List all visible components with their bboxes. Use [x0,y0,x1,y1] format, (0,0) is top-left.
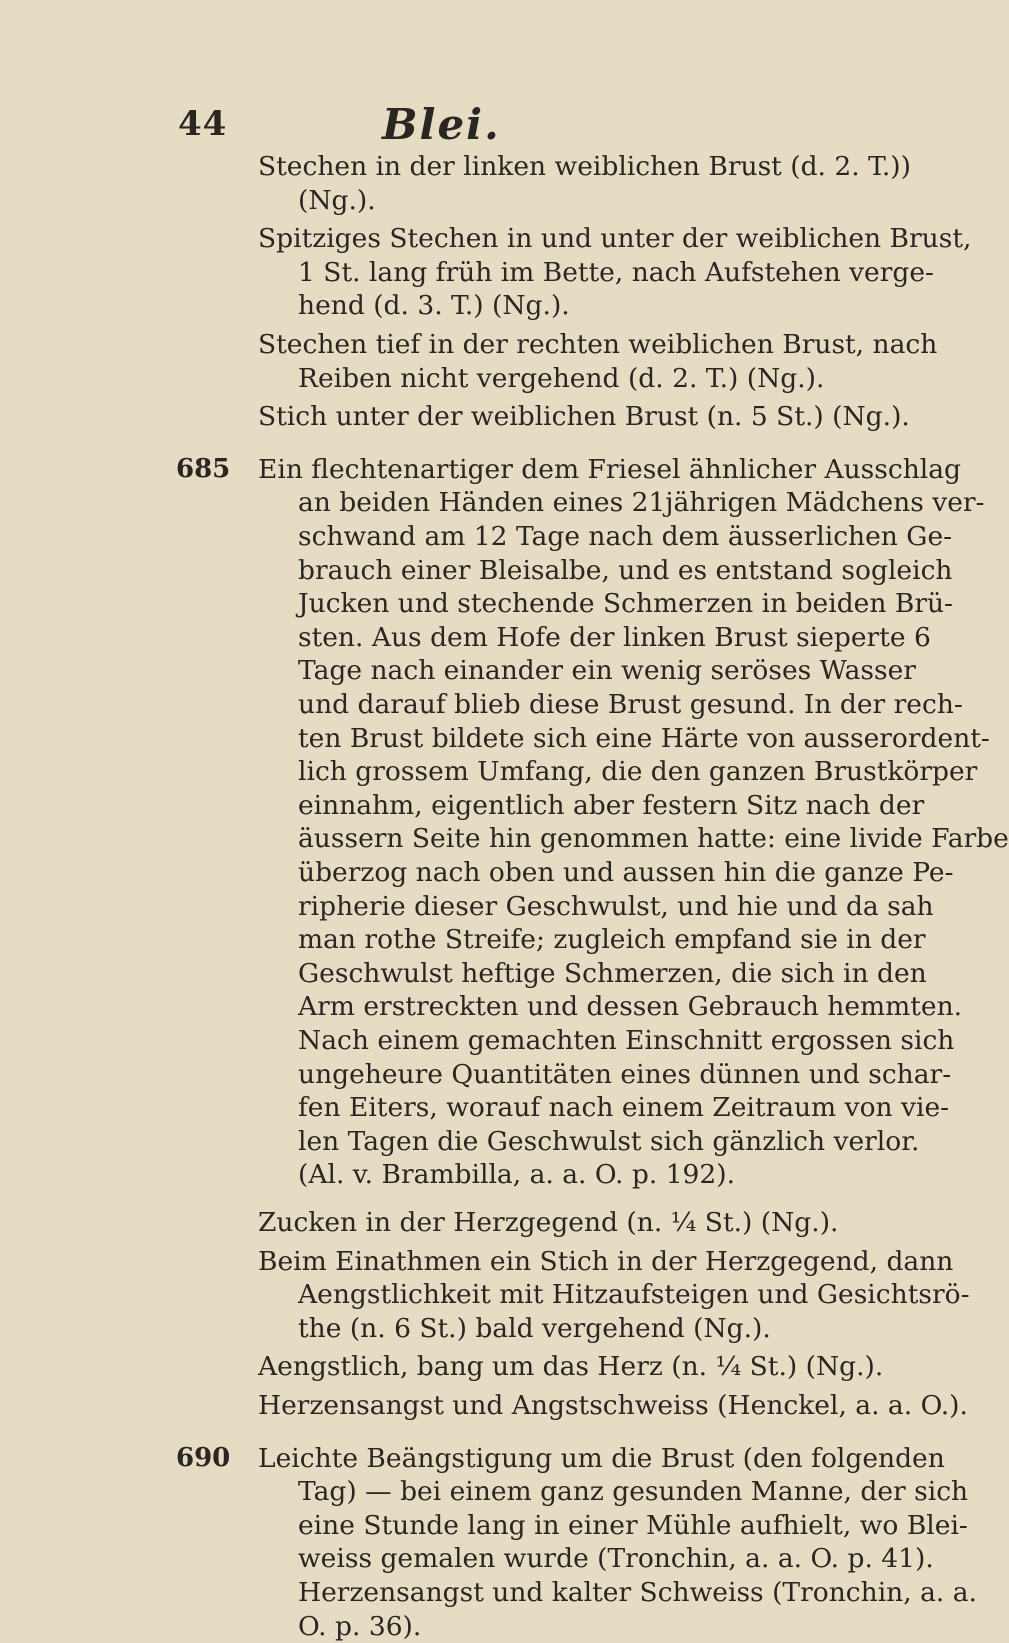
entry-first-line: Aengstlich, bang um das Herz (n. ¼ St.) (Ng.). [258,1351,884,1383]
entry-line: und darauf blieb diese Brust gesund. In der rech- [298,689,963,720]
running-head: Blei. [382,100,501,149]
entry-line: einnahm, eigentlich aber festern Sitz nach der [298,789,925,821]
entry-line: Herzensangst und kalter Schweiss (Tronchin, a. a. [298,1577,977,1608]
entry-line: hend (d. 3. T.) (Ng.). [298,290,570,322]
entry-first-line: Herzensangst und Angstschweiss (Henckel, a. a. O.). [258,1390,968,1421]
page-number: 44 [178,104,228,144]
entry-line: O. p. 36). [298,1610,422,1642]
entry-line: eine Stunde lang in einer Mühle aufhielt, wo Blei- [298,1509,968,1541]
entry-line: weiss gemalen wurde (Tronchin, a. a. O. p. 41). [298,1543,934,1575]
entry-line: Tag) — bei einem ganz gesunden Manne, der sich [298,1476,969,1508]
entry-line: an beiden Händen eines 21jährigen Mädchens ver- [298,487,985,519]
entry-first-line: Spitziges Stechen in und unter der weiblichen Brust, [258,223,972,255]
entry-line: äussern Seite hin genommen hatte: eine livide Farbe [298,823,1009,855]
margin-number: 685 [176,453,231,484]
entry-line: the (n. 6 St.) bald vergehend (Ng.). [298,1312,771,1344]
entry-line: man rothe Streife; zugleich empfand sie in der [298,924,926,956]
entry-line: überzog nach oben und aussen hin die ganze Pe- [298,857,954,888]
entry-line: len Tagen die Geschwulst sich gänzlich verlor. [298,1125,920,1157]
entry-line: Aengstlichkeit mit Hitzaufsteigen und Gesichtsrö- [298,1279,970,1311]
entry-line: fen Eiters, worauf nach einem Zeitraum von vie- [298,1092,950,1124]
entry-line: Geschwulst heftige Schmerzen, die sich in den [298,957,927,989]
entry-line: schwand am 12 Tage nach dem äusserlichen Ge- [298,521,953,552]
entry-line: ten Brust bildete sich eine Härte von ausserordent- [298,722,990,754]
entry-first-line: Zucken in der Herzgegend (n. ¼ St.) (Ng.). [258,1207,839,1238]
entry-line: ungeheure Quantitäten eines dünnen und schar- [298,1058,952,1090]
entry-line: ripherie dieser Geschwulst, und hie und da sah [298,890,934,922]
entry-first-line: Leichte Beängstigung um die Brust (den folgenden [258,1442,945,1474]
entry-line: Tage nach einander ein wenig seröses Wasser [298,655,916,687]
entry-line: lich grossem Umfang, die den ganzen Brustkörper [298,756,978,788]
entry-line: brauch einer Bleisalbe, und es entstand sogleich [298,554,953,586]
entry-line: Nach einem gemachten Einschnitt ergossen sich [298,1025,955,1056]
entry-line: (Al. v. Brambilla, a. a. O. p. 192). [298,1159,736,1191]
entry-first-line: Stich unter der weiblichen Brust (n. 5 St.) (Ng.). [258,401,910,433]
entry-line: sten. Aus dem Hofe der linken Brust sieperte 6 [298,621,931,653]
entry-first-line: Stechen tief in der rechten weiblichen Brust, nach [258,329,938,360]
entry-line: Reiben nicht vergehend (d. 2. T.) (Ng.). [298,362,825,394]
entry-line: 1 St. lang früh im Bette, nach Aufstehen verge- [298,256,935,288]
entry-line: Arm erstreckten und dessen Gebrauch hemmten. [298,991,963,1023]
entry-first-line: Ein flechtenartiger dem Friesel ähnlicher Ausschlag [258,453,962,485]
entry-line: Jucken und stechende Schmerzen in beiden Brü- [298,588,954,620]
entry-first-line: Beim Einathmen ein Stich in der Herzgegend, dann [258,1245,954,1277]
entry-first-line: Stechen in der linken weiblichen Brust (d. 2. T.)) [258,151,911,182]
margin-number: 690 [176,1442,231,1473]
entry-line: (Ng.). [298,184,376,216]
